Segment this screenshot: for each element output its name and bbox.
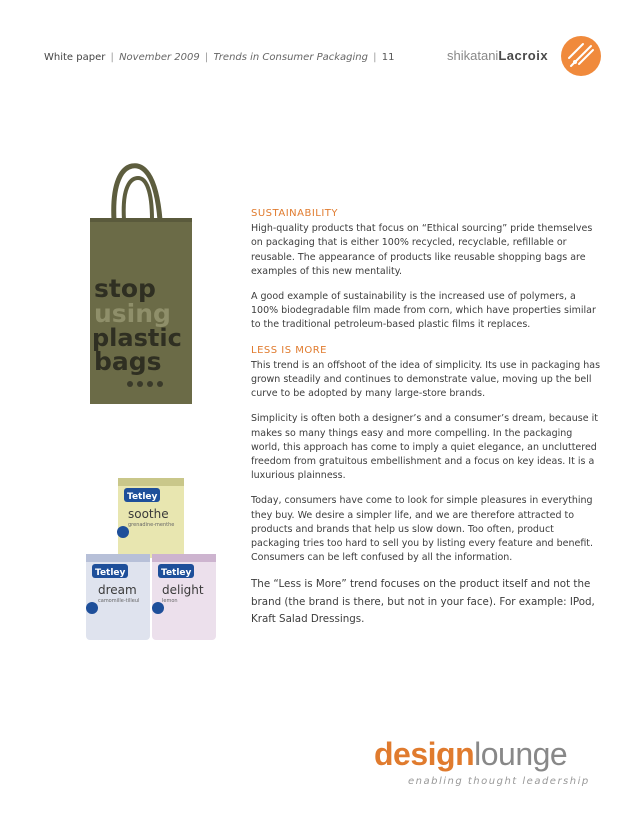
paragraph: Today, consumers have come to look for simple pleasures in everything they buy. We desire a simpler life, and we are therefore attracted to products and brands that help us slow down. Too often, product packaging tries too hard to sell you by listing every feature and benefit. Consumers can be left confused by all the information. — [251, 495, 594, 564]
design-lounge-wordmark — [374, 736, 567, 773]
tin-left-name: dream — [98, 583, 137, 597]
logo-mark-icon — [561, 36, 601, 76]
section-title: SUSTAINABILITY — [251, 208, 339, 219]
page-number: 11 — [381, 52, 395, 63]
wordmark-design: design — [374, 736, 475, 772]
separator: | — [201, 52, 212, 63]
page-header — [44, 52, 394, 63]
paragraph: The “Less is More” trend focuses on the product itself and not the brand (the brand is there, but not in your face). For example: IPod, Kraft Salad Dressings. — [251, 578, 595, 626]
tin-brand: Tetley — [127, 492, 158, 502]
wordmark-lounge: lounge — [474, 736, 568, 772]
tote-bag-image — [88, 162, 192, 410]
doc-title: Trends in Consumer Packaging — [213, 52, 368, 63]
tin-right-sub: lemon — [162, 598, 178, 604]
bag-text-line-4: bags — [94, 347, 162, 376]
section-title: LESS IS MORE — [251, 344, 328, 356]
tagline: enabling thought leadership — [408, 776, 590, 787]
bag-text-line-3: plastic — [92, 324, 182, 352]
tin-right-name: delight — [162, 583, 204, 597]
tin-brand: Tetley — [95, 568, 126, 578]
doc-type: White paper — [44, 52, 106, 63]
tin-left-sub: camomille-tilleul — [98, 598, 140, 604]
bag-text-line-1: stop — [94, 274, 156, 303]
separator: | — [107, 52, 118, 63]
bag-text-line-2: using — [94, 299, 171, 328]
paragraph: A good example of sustainability is the increased use of polymers, a 100% biodegradable film made from corn, which have properties similar to the traditional petroleum-based plastic films it replaces. — [251, 291, 596, 331]
paragraph: Simplicity is often both a designer’s and a consumer’s dream, because it makes so many things easy and more compelling. In the packaging world, this approach has come to imply a quiet elegance, an uncluttered freedom from gratuitous embellishment and a focus on key ideas. It is a luxurious plainness. — [251, 413, 598, 482]
logo-part-2: Lacroix — [498, 48, 549, 63]
logo-wordmark — [447, 48, 548, 63]
design-lounge-logo — [374, 736, 594, 792]
paragraph: High-quality products that focus on “Ethical sourcing” pride themselves on packaging that is either 100% recycled, recyclable, refillable or reusable. The appearance of products like reusable shopping bags are examples of this new mentality. — [251, 223, 593, 277]
tea-tins-image — [84, 474, 218, 644]
article-body — [251, 207, 601, 640]
tin-top-name: soothe — [128, 507, 169, 521]
section-sustainability — [251, 207, 601, 333]
shikatani-lacroix-logo — [447, 34, 597, 80]
paragraph: This trend is an offshoot of the idea of simplicity. Its use in packaging has grown steadily and continues to demonstrate value, moving up the bell curve to be adopted by many large-store brands. — [251, 359, 601, 400]
tin-brand: Tetley — [161, 568, 192, 578]
logo-part-1: shikatani — [447, 48, 499, 63]
tin-top-sub: grenadine-menthe — [128, 522, 175, 528]
separator: | — [370, 52, 380, 63]
doc-date: November 2009 — [119, 52, 200, 63]
section-less-is-more — [251, 344, 601, 629]
